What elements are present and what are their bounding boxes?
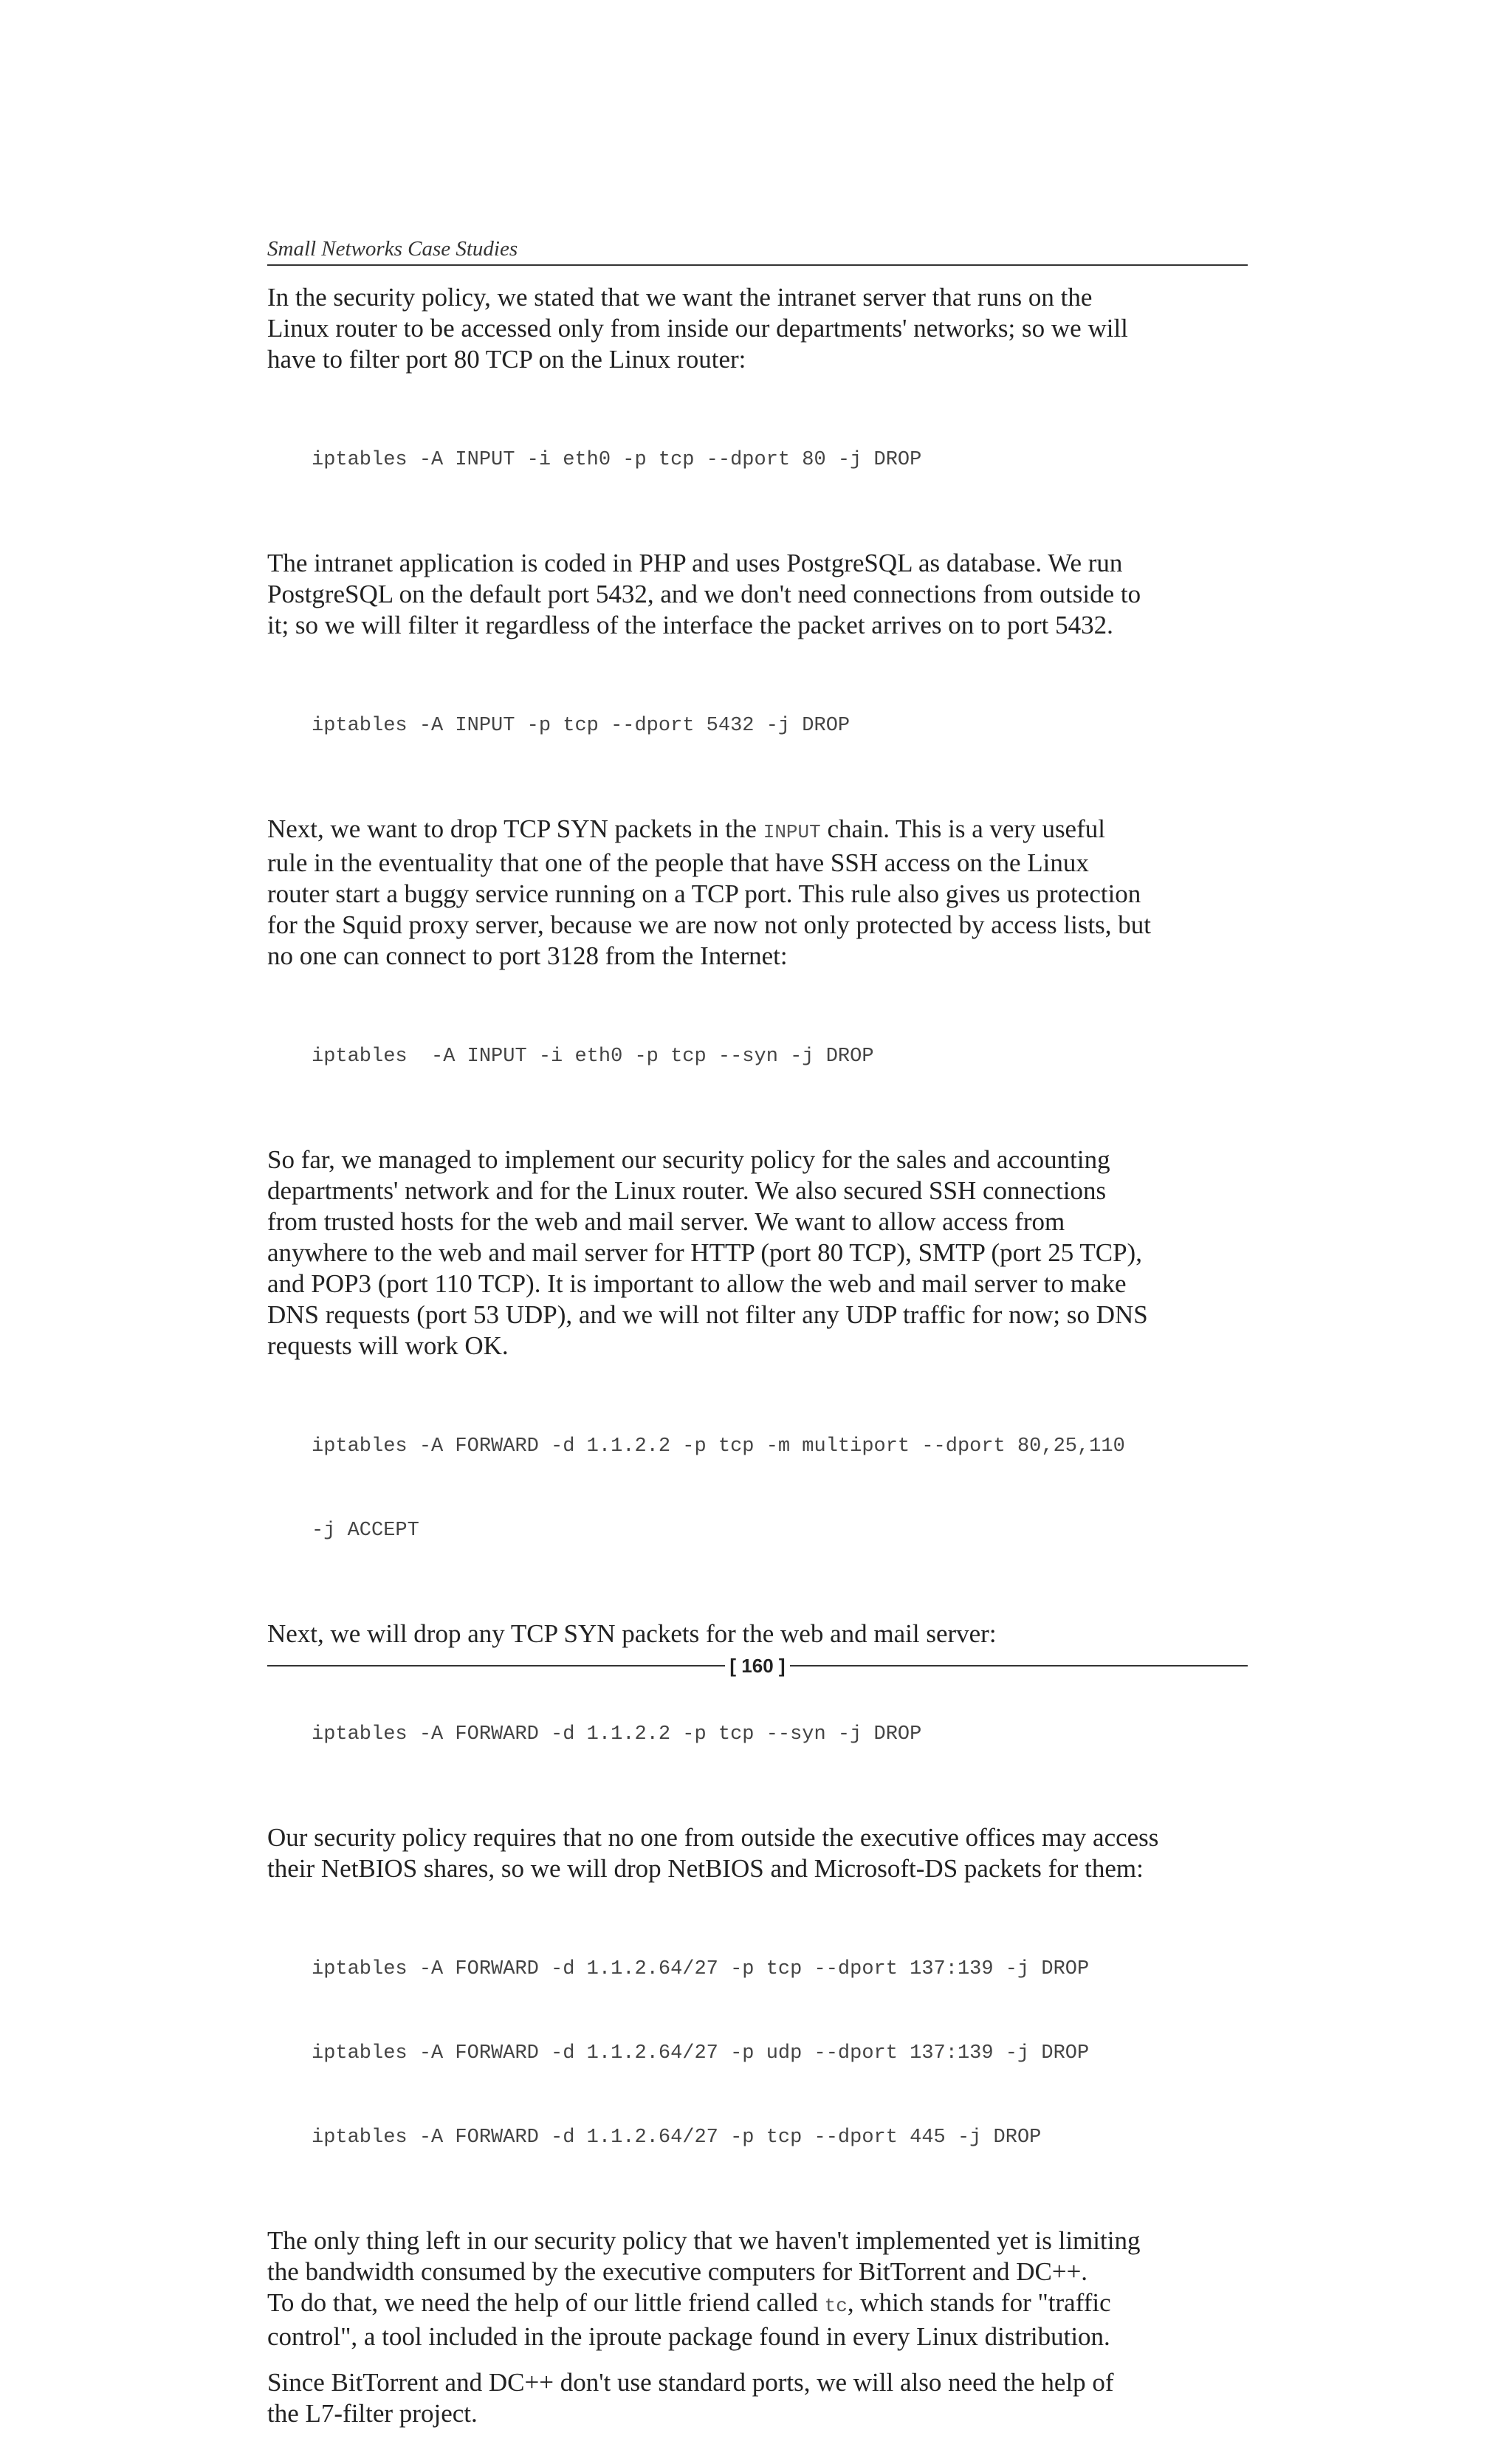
page-footer <box>267 1650 1248 1682</box>
paragraph-postgresql: The intranet application is coded in PHP and uses PostgreSQL as database. We run PostgreSQL on the default port 5432, and we don't need connections from outside to it; so we will filter it regardless of the interface the packet arrives on to port 5432. <box>267 549 1141 639</box>
page-body <box>267 282 1249 2444</box>
code-line: iptables -A FORWARD -d 1.1.2.64/27 -p tcp --dport 445 -j DROP <box>312 2127 1042 2149</box>
code-block-multiport <box>312 1376 1249 1601</box>
running-title: Small Networks Case Studies <box>267 237 518 261</box>
paragraph-text: Next, we want to drop TCP SYN packets in the <box>267 814 763 843</box>
code-block-syn <box>312 986 1249 1127</box>
code-line: iptables -A FORWARD -d 1.1.2.2 -p tcp -m multiport --dport 80,25,110 <box>312 1435 1125 1458</box>
paragraph-text: chain. This is a very useful rule in the eventuality that one of the people that have SSH access on the Linux router start a buggy service running on a TCP port. This rule also gives us protection for the Squid proxy server, because we are now not only protected by access lists, but no one can connect to port 3128 from the Internet: <box>267 814 1152 970</box>
paragraph-netbios: Our security policy requires that no one from outside the executive offices may access their NetBIOS shares, so we will drop NetBIOS and Microsoft-DS packets for them: <box>267 1823 1159 1883</box>
code-line: iptables -A INPUT -i eth0 -p tcp --syn -j DROP <box>312 1046 874 1068</box>
paragraph-l7-filter: Since BitTorrent and DC++ don't use standard ports, we will also need the help of the L7-filter project. <box>267 2368 1114 2428</box>
code-line: iptables -A INPUT -p tcp --dport 5432 -j DROP <box>312 715 850 737</box>
paragraph-syn-drop <box>267 814 1249 972</box>
code-block-netbios <box>312 1899 1249 2208</box>
footer-rule-right <box>790 1665 1248 1666</box>
running-header <box>267 233 1248 266</box>
paragraph-text: The only thing left in our security policy that we haven't implemented yet is limiting the bandwidth consumed by the executive computers for BitTorrent and DC++. To do that, we need the help of our little friend called <box>267 2226 1141 2317</box>
footer-rule-left <box>267 1665 725 1666</box>
inline-code-input: INPUT <box>763 821 821 843</box>
paragraph-intranet-filter: In the security policy, we stated that we want the intranet server that runs on the Linux router to be accessed only from inside our departments' networks; so we will have to filter port 80 TCP on the Linux router: <box>267 283 1128 374</box>
code-block-forward-syn <box>312 1664 1249 1805</box>
paragraph-bandwidth <box>267 2225 1249 2352</box>
page-number: [ 160 ] <box>729 1654 786 1677</box>
code-line: iptables -A FORWARD -d 1.1.2.64/27 -p tcp --dport 137:139 -j DROP <box>312 1958 1090 1980</box>
code-line: iptables -A INPUT -i eth0 -p tcp --dport 80 -j DROP <box>312 449 922 471</box>
code-line: iptables -A FORWARD -d 1.1.2.2 -p tcp --syn -j DROP <box>312 1723 922 1746</box>
paragraph-web-mail-access: So far, we managed to implement our security policy for the sales and accounting departments' network and for the Linux router. We also secured SSH connections from trusted hosts for the web and mail server. We want to allow access from anywhere to the web and mail server for HTTP (port 80 TCP), SMTP (port 25 TCP), and POP3 (port 110 TCP). It is important to allow the web and mail server to make DNS requests (port 53 UDP), and we will not filter any UDP traffic for now; so DNS requests will work OK. <box>267 1145 1148 1360</box>
code-line: iptables -A FORWARD -d 1.1.2.64/27 -p udp --dport 137:139 -j DROP <box>312 2042 1090 2064</box>
code-line: -j ACCEPT <box>312 1520 419 1542</box>
code-block-port5432 <box>312 656 1249 796</box>
paragraph-text: , which stands for "traffic control", a tool included in the iproute package found in every Linux distribution. <box>267 2288 1111 2351</box>
code-block-port80 <box>312 390 1249 530</box>
paragraph-web-mail-syn: Next, we will drop any TCP SYN packets for the web and mail server: <box>267 1619 997 1648</box>
inline-code-tc: tc <box>824 2295 848 2317</box>
